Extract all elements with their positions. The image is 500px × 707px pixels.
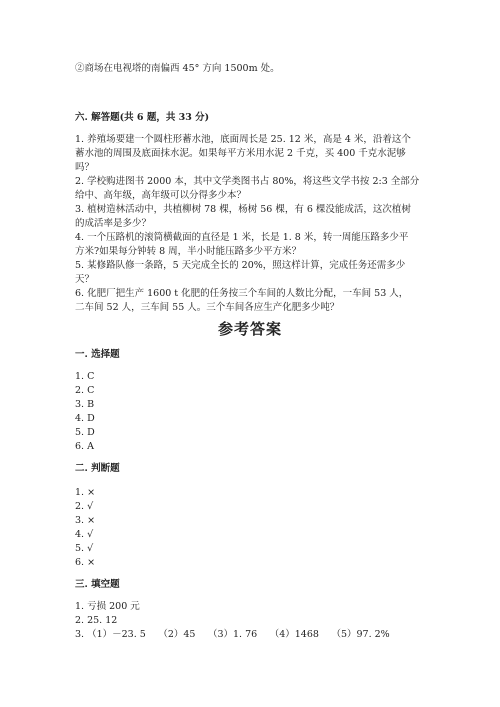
question-line: 方米?如果每分钟转 8 周，半小时能压路多少平方米？	[75, 246, 302, 257]
question-line: 蓄水池的周围及底面抹水泥。如果每平方米用水泥 2 千克，买 400 千克水泥够	[75, 148, 406, 159]
answer-item: 2. √	[75, 501, 94, 512]
question-line: 4. 一个压路机的滚筒横截面的直径是 1 米，长是 1. 8 米，转一周能压路多少平	[75, 232, 409, 243]
answer-item: 3. ×	[75, 515, 96, 526]
answer-item: 2. C	[75, 385, 95, 396]
question-line: 1. 养殖场要建一个圆柱形蓄水池，底面周长是 25. 12 米，高是 4 米，沿着这个	[75, 134, 411, 145]
answer-item: 6. ×	[75, 557, 96, 568]
answer-item: 4. D	[75, 413, 95, 424]
answer-item: 3. （1）－23. 5 （2）45 （3）1. 76 （4）1468 （5）97. 2%	[75, 629, 390, 640]
answer-item: 4. √	[75, 529, 94, 540]
question-line: 的成活率是多少？	[75, 218, 152, 229]
answer-item: 2. 25. 12	[75, 615, 118, 626]
answers-title: 参考答案	[217, 320, 282, 338]
part3-heading: 三. 填空题	[75, 579, 120, 590]
question-line: 吗？	[75, 162, 95, 173]
answer-item: 5. √	[75, 543, 94, 554]
answer-item: 1. 亏损 200 元	[75, 601, 140, 612]
part2-heading: 二. 判断题	[75, 463, 120, 474]
answer-item: 5. D	[75, 427, 95, 438]
question-line: 2. 学校购进图书 2000 本，其中文学类图书占 80%，将这些文学书按 2:3 全部分	[75, 176, 420, 187]
answer-item: 6. A	[75, 441, 94, 452]
question-line: 6. 化肥厂把生产 1600 t 化肥的任务按三个车间的人数比分配，一车间 53 人，	[75, 288, 409, 299]
question-line: 二车间 52 人，三车间 55 人。三个车间各应生产化肥多少吨？	[75, 302, 340, 313]
question-line: 天？	[75, 274, 95, 285]
answer-item: 1. ×	[75, 487, 96, 498]
answer-item: 3. B	[75, 399, 95, 410]
question-line: 5. 某修路队修一条路，5 天完成全长的 20%，照这样计算，完成任务还需多少	[75, 260, 406, 271]
section6-heading: 六. 解答题(共 6 题，共 33 分)	[75, 112, 210, 123]
question-line: 给中、高年级，高年级可以分得多少本？	[75, 190, 247, 201]
part1-heading: 一. 选择题	[75, 349, 120, 360]
answer-item: 1. C	[75, 371, 95, 382]
question-line: 3. 植树造林活动中，共植柳树 78 棵，杨树 56 棵，有 6 棵没能成活，这次植树	[75, 204, 411, 215]
top-line: ②商场在电视塔的南偏西 45° 方向 1500m 处。	[75, 63, 280, 74]
